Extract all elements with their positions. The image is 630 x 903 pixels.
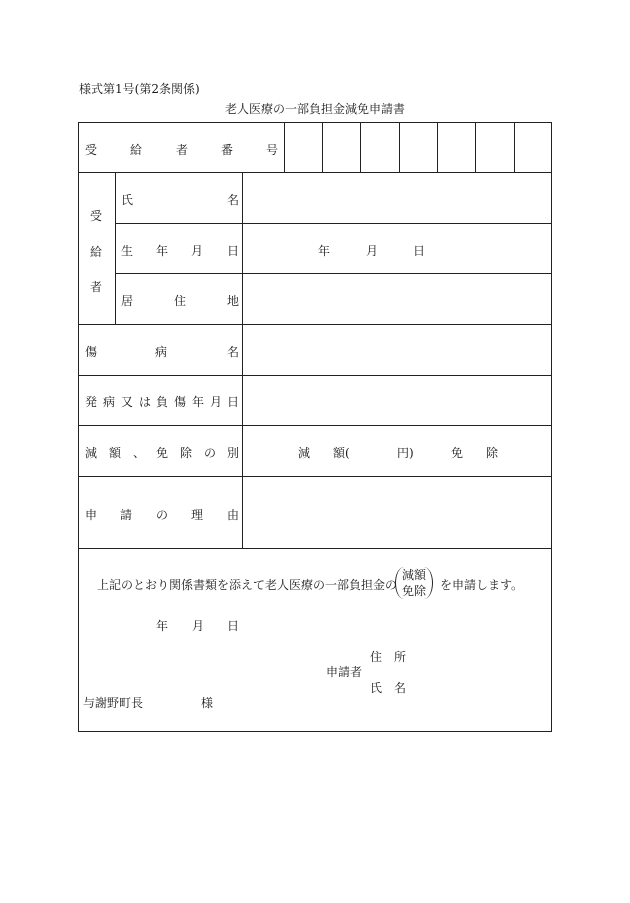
disease-name-label: 病 [155, 345, 168, 359]
disease-name-label: 傷 [85, 345, 98, 359]
applicant-name-label: 氏 名 [370, 681, 407, 695]
onset-date-label: 又 [121, 395, 134, 409]
yen-unit: 円) [397, 446, 414, 460]
row-divider [115, 223, 552, 224]
form-title: 老人医療の一部負担金減免申請書 [224, 102, 405, 116]
column-divider [115, 172, 116, 324]
type-label: 除 [180, 446, 193, 460]
type-label: 減 [85, 446, 98, 460]
onset-date-label: は [139, 395, 152, 409]
addressee-honorific: 様 [201, 696, 214, 710]
row-divider [78, 172, 552, 173]
applicant-name-input[interactable] [412, 676, 547, 694]
birth-date-year-unit: 年 [318, 244, 331, 258]
name-input[interactable] [244, 174, 550, 221]
recipient-group-label: 者 [90, 280, 103, 294]
reason-label: 理 [191, 508, 204, 522]
recipient-number-input[interactable] [286, 124, 550, 170]
reduction-amount-input[interactable] [353, 440, 395, 460]
row-divider [78, 548, 552, 549]
birth-date-label: 日 [227, 244, 240, 258]
applicant-address-label: 住 所 [370, 650, 407, 664]
applicant-address-input[interactable] [412, 645, 547, 663]
row-divider [78, 324, 552, 325]
exemption-option[interactable]: 免 [451, 446, 464, 460]
onset-date-label: 傷 [174, 395, 187, 409]
reason-label: の [156, 508, 169, 522]
column-divider [242, 172, 243, 548]
row-divider [115, 273, 552, 274]
reason-label: 申 [85, 508, 98, 522]
recipient-number-label: 号 [266, 143, 279, 157]
birth-date-month-unit: 月 [366, 244, 379, 258]
reason-label: 請 [120, 508, 133, 522]
onset-date-label: 負 [156, 395, 169, 409]
onset-date-label: 日 [227, 395, 240, 409]
type-label: 、 [133, 446, 146, 460]
address-label: 地 [227, 294, 240, 308]
type-label: の [204, 446, 217, 460]
onset-date-label: 年 [192, 395, 205, 409]
recipient-group-label: 受 [90, 209, 103, 223]
application-date-year: 年 [156, 619, 169, 633]
reduction-choice-label: 減額 [401, 568, 426, 582]
address-label: 居 [121, 294, 134, 308]
statement-text-end: を申請します。 [440, 578, 524, 592]
recipient-group-label: 給 [90, 245, 103, 259]
onset-date-label: 発 [85, 395, 98, 409]
exemption-choice-label: 免除 [401, 584, 426, 598]
recipient-number-label: 者 [176, 143, 189, 157]
form-number-label: 様式第1号(第2条関係) [79, 82, 200, 96]
reason-input[interactable] [244, 478, 550, 546]
onset-date-label: 月 [210, 395, 223, 409]
type-label: 免 [156, 446, 169, 460]
reduction-option[interactable]: 減 [298, 446, 311, 460]
reduction-exemption-choice[interactable] [395, 567, 433, 599]
birth-date-label: 月 [191, 244, 204, 258]
applicant-label: 申請者 [326, 665, 363, 679]
statement-text: 上記のとおり関係書類を添えて老人医療の一部負担金の [97, 578, 398, 592]
disease-name-input[interactable] [244, 326, 550, 373]
recipient-number-label: 受 [85, 143, 98, 157]
type-label: 額 [109, 446, 122, 460]
row-divider [78, 476, 552, 477]
disease-name-label: 名 [227, 345, 240, 359]
recipient-number-label: 給 [130, 143, 143, 157]
exemption-option[interactable]: 除 [486, 446, 499, 460]
onset-date-input[interactable] [244, 377, 550, 423]
column-divider [284, 122, 285, 172]
application-date-month: 月 [192, 619, 205, 633]
birth-date-day-unit: 日 [413, 244, 426, 258]
addressee-mayor: 与謝野町長 [83, 696, 144, 710]
name-label: 氏 [121, 193, 134, 207]
reason-label: 由 [227, 508, 240, 522]
row-divider [78, 425, 552, 426]
reduction-option[interactable]: 額( [333, 446, 350, 460]
application-date-day: 日 [227, 619, 240, 633]
recipient-number-label: 番 [221, 143, 234, 157]
birth-date-label: 生 [121, 244, 134, 258]
type-label: 別 [227, 446, 240, 460]
address-input[interactable] [244, 275, 550, 322]
birth-date-label: 年 [156, 244, 169, 258]
onset-date-label: 病 [103, 395, 116, 409]
birth-date-input[interactable] [244, 225, 550, 271]
address-label: 住 [174, 294, 187, 308]
row-divider [78, 375, 552, 376]
name-label: 名 [227, 193, 240, 207]
